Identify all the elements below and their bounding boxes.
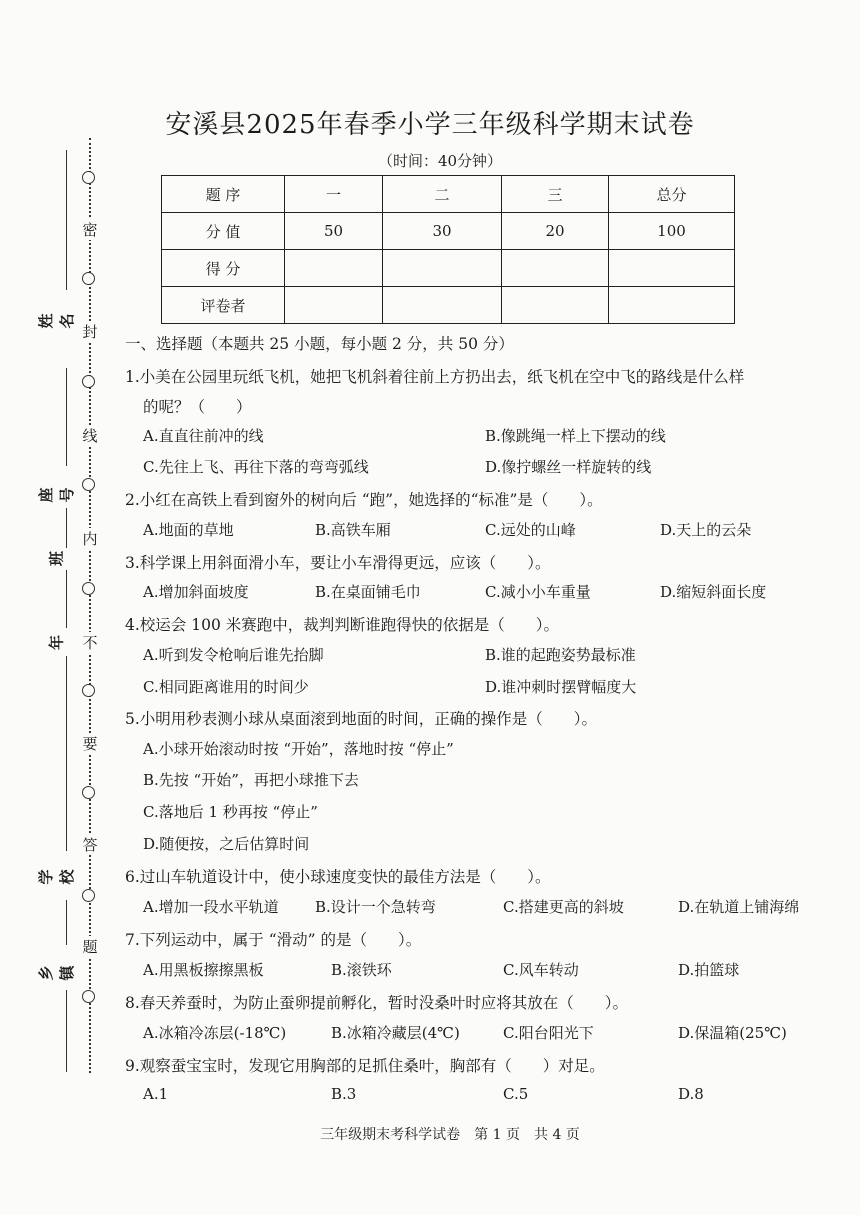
seal-char: 密 bbox=[82, 221, 98, 239]
option[interactable]: B.像跳绳一样上下摆动的线 bbox=[485, 427, 666, 445]
question-stem: 7.下列运动中，属于 “滑动” 的是（ ）。 bbox=[125, 931, 422, 949]
question-stem: 2.小红在高铁上看到窗外的树向后 “跑”，她选择的“标准”是（ ）。 bbox=[125, 491, 603, 509]
grader-input-cell[interactable] bbox=[502, 287, 609, 324]
option[interactable]: D.像拧螺丝一样旋转的线 bbox=[485, 458, 652, 476]
grade-field-line bbox=[66, 570, 67, 628]
seal-char: 内 bbox=[82, 530, 98, 548]
option[interactable]: A.用黑板擦擦黑板 bbox=[143, 961, 264, 979]
table-cell: 得 分 bbox=[162, 250, 285, 287]
school-field-label: 学校 bbox=[37, 869, 76, 885]
exam-duration: （时间：40分钟） bbox=[377, 152, 503, 170]
option[interactable]: B.先按 “开始”，再把小球推下去 bbox=[143, 771, 359, 789]
exam-title: 安溪县2025年春季小学三年级科学期末试卷 bbox=[165, 110, 695, 140]
town-field-line bbox=[66, 900, 67, 945]
table-cell: 50 bbox=[285, 213, 383, 250]
option[interactable]: D.缩短斜面长度 bbox=[660, 583, 767, 601]
binding-circle bbox=[82, 171, 95, 184]
question-stem: 6.过山车轨道设计中，使小球速度变快的最佳方法是（ ）。 bbox=[125, 868, 551, 886]
question-stem: 9.观察蚕宝宝时，发现它用胸部的足抓住桑叶，胸部有（ ）对足。 bbox=[125, 1057, 605, 1075]
option[interactable]: B.3 bbox=[331, 1085, 357, 1103]
option[interactable]: C.阳台阳光下 bbox=[503, 1024, 594, 1042]
seal-char: 封 bbox=[82, 323, 98, 341]
option[interactable]: D.拍篮球 bbox=[678, 961, 740, 979]
score-table-row bbox=[162, 213, 735, 250]
town-field-label: 乡镇 bbox=[37, 965, 76, 981]
option[interactable]: A.直直往前冲的线 bbox=[143, 427, 264, 445]
seal-char: 不 bbox=[82, 634, 98, 652]
table-cell: 20 bbox=[502, 213, 609, 250]
option[interactable]: D.谁冲刺时摆臂幅度大 bbox=[485, 678, 637, 696]
option[interactable]: C.减小小车重量 bbox=[485, 583, 591, 601]
name-field-line bbox=[66, 150, 67, 290]
seal-char: 答 bbox=[82, 836, 98, 854]
option[interactable]: B.谁的起跑姿势最标准 bbox=[485, 646, 636, 664]
seal-char: 要 bbox=[82, 735, 98, 753]
page-footer: 三年级期末考科学试卷 第 1 页 共 4 页 bbox=[320, 1127, 580, 1143]
question-stem: 4.校运会 100 米赛跑中，裁判判断谁跑得快的依据是（ ）。 bbox=[125, 616, 559, 634]
score-input-cell[interactable] bbox=[383, 250, 502, 287]
option[interactable]: B.滚铁环 bbox=[331, 961, 392, 979]
binding-circle bbox=[82, 375, 95, 388]
binding-circle bbox=[82, 786, 95, 799]
table-cell: 100 bbox=[609, 213, 735, 250]
binding-circle bbox=[82, 684, 95, 697]
option[interactable]: A.增加斜面坡度 bbox=[143, 583, 249, 601]
option[interactable]: C.搭建更高的斜坡 bbox=[503, 898, 624, 916]
seat-field-line bbox=[66, 368, 67, 466]
question-stem: 8.春天养蚕时，为防止蚕卵提前孵化，暂时没桑叶时应将其放在（ ）。 bbox=[125, 994, 629, 1012]
grader-input-cell[interactable] bbox=[609, 287, 735, 324]
score-table-row bbox=[162, 287, 735, 324]
binding-circle bbox=[82, 478, 95, 491]
option[interactable]: C.先往上飞、再往下落的弯弯弧线 bbox=[143, 458, 369, 476]
table-cell: 总分 bbox=[609, 176, 735, 213]
option[interactable]: C.风车转动 bbox=[503, 961, 579, 979]
seal-char: 题 bbox=[82, 938, 98, 956]
option[interactable]: A.冰箱冷冻层(-18℃) bbox=[143, 1024, 287, 1042]
grader-input-cell[interactable] bbox=[285, 287, 383, 324]
seat-field-label: 座号 bbox=[37, 487, 76, 503]
score-input-cell[interactable] bbox=[285, 250, 383, 287]
binding-circle bbox=[82, 582, 95, 595]
binding-circle bbox=[82, 990, 95, 1003]
question-stem: 5.小明用秒表测小球从桌面滚到地面的时间，正确的操作是（ ）。 bbox=[125, 710, 598, 728]
option[interactable]: D.在轨道上铺海绵 bbox=[678, 898, 800, 916]
option[interactable]: B.在桌面铺毛巾 bbox=[315, 583, 421, 601]
score-input-cell[interactable] bbox=[609, 250, 735, 287]
option[interactable]: D.8 bbox=[678, 1085, 704, 1103]
class-field-label: 班 bbox=[47, 551, 66, 567]
table-cell: 评卷者 bbox=[162, 287, 285, 324]
town-field-line-lower bbox=[66, 990, 67, 1072]
score-table-header-row bbox=[162, 176, 735, 213]
option[interactable]: B.设计一个急转弯 bbox=[315, 898, 436, 916]
option[interactable]: A.增加一段水平轨道 bbox=[143, 898, 279, 916]
school-field-line bbox=[66, 656, 67, 851]
class-field-line bbox=[66, 508, 67, 548]
question-stem-cont: 的呢？（ ） bbox=[143, 398, 252, 416]
table-cell: 三 bbox=[502, 176, 609, 213]
grade-field-label: 年 bbox=[47, 635, 66, 651]
table-cell: 30 bbox=[383, 213, 502, 250]
option[interactable]: A.地面的草地 bbox=[143, 521, 234, 539]
option[interactable]: C.5 bbox=[503, 1085, 529, 1103]
score-table-row bbox=[162, 250, 735, 287]
option[interactable]: B.冰箱冷藏层(4℃) bbox=[331, 1024, 460, 1042]
option[interactable]: B.高铁车厢 bbox=[315, 521, 391, 539]
grader-input-cell[interactable] bbox=[383, 287, 502, 324]
option[interactable]: A.1 bbox=[143, 1085, 169, 1103]
option[interactable]: A.听到发令枪响后谁先抬脚 bbox=[143, 646, 324, 664]
option[interactable]: D.随便按，之后估算时间 bbox=[143, 835, 310, 853]
question-stem: 1.小美在公园里玩纸飞机，她把飞机斜着往前上方扔出去，纸飞机在空中飞的路线是什么样 bbox=[125, 368, 745, 386]
score-table bbox=[161, 175, 735, 324]
score-input-cell[interactable] bbox=[502, 250, 609, 287]
option[interactable]: C.远处的山峰 bbox=[485, 521, 576, 539]
option[interactable]: A.小球开始滚动时按 “开始”，落地时按 “停止” bbox=[143, 740, 454, 758]
option[interactable]: D.天上的云朵 bbox=[660, 521, 752, 539]
binding-circle bbox=[82, 889, 95, 902]
table-cell: 题 序 bbox=[162, 176, 285, 213]
option[interactable]: C.相同距离谁用的时间少 bbox=[143, 678, 309, 696]
option[interactable]: C.落地后 1 秒再按 “停止” bbox=[143, 803, 318, 821]
binding-circle bbox=[82, 272, 95, 285]
table-cell: 二 bbox=[383, 176, 502, 213]
option[interactable]: D.保温箱(25℃) bbox=[678, 1024, 787, 1042]
table-cell: 一 bbox=[285, 176, 383, 213]
name-field-label: 姓名 bbox=[37, 313, 76, 329]
question-stem: 3.科学课上用斜面滑小车，要让小车滑得更远，应该（ ）。 bbox=[125, 554, 551, 572]
seal-char: 线 bbox=[82, 427, 98, 445]
table-cell: 分 值 bbox=[162, 213, 285, 250]
section-title: 一、选择题（本题共 25 小题，每小题 2 分，共 50 分） bbox=[125, 335, 514, 353]
